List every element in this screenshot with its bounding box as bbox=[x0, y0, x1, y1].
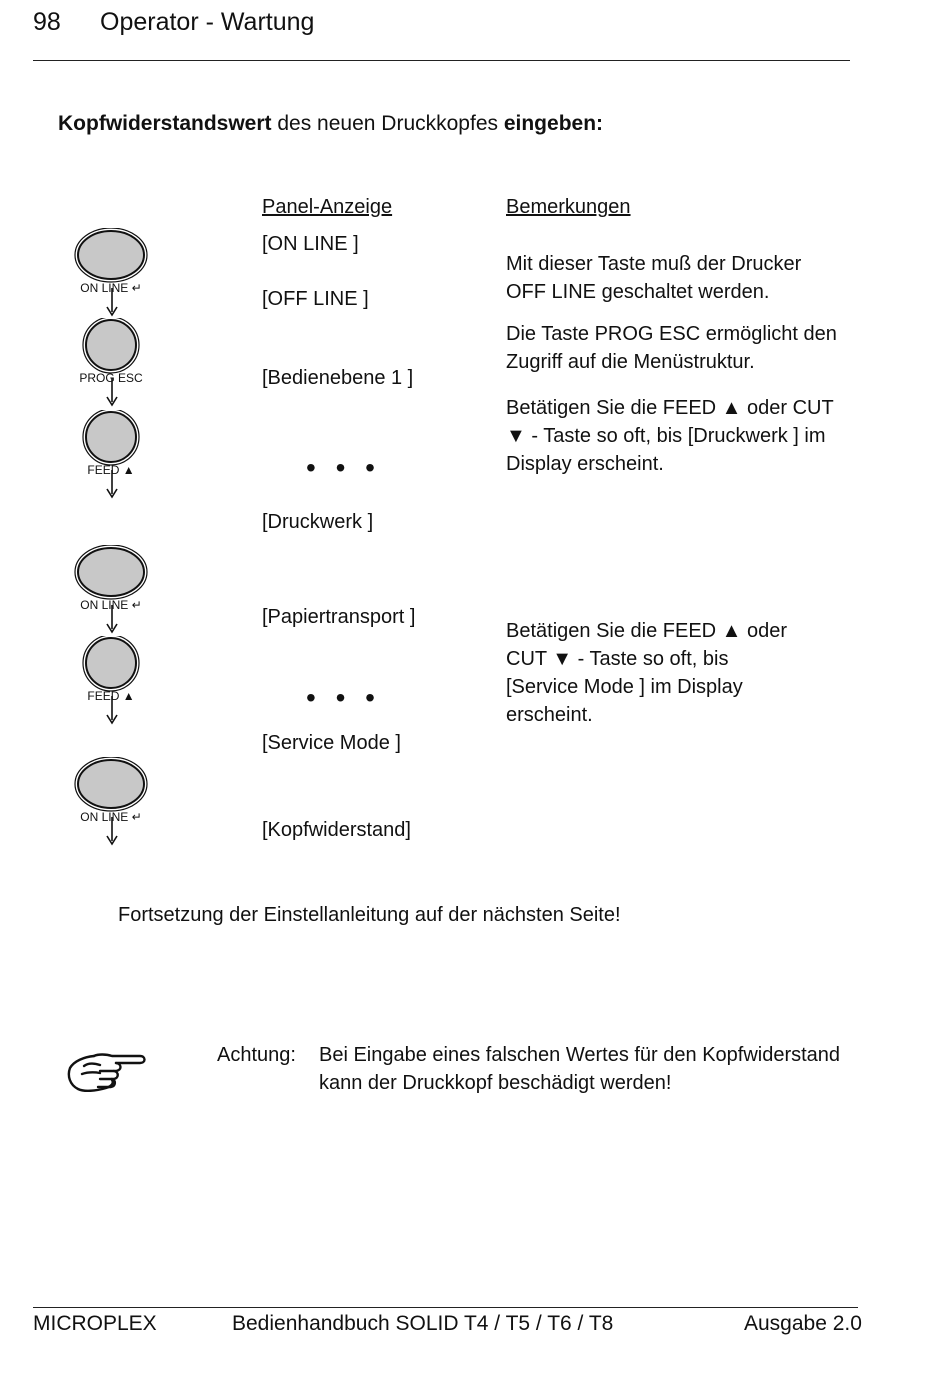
panel-line: [Papiertransport ] bbox=[262, 606, 416, 628]
warning-label: Achtung: bbox=[217, 1044, 296, 1066]
panel-button bbox=[72, 228, 162, 318]
page-number: 98 bbox=[33, 8, 61, 36]
remark: Die Taste PROG ESC ermöglicht den Zugriff auf die Menüstruktur. bbox=[506, 323, 837, 373]
panel-line: [Kopfwiderstand] bbox=[262, 819, 411, 841]
button-label: ON LINE ↵ bbox=[80, 598, 142, 612]
button-icon bbox=[72, 410, 152, 500]
panel-line: [OFF LINE ] bbox=[262, 288, 369, 310]
intro-normal: des neuen Druckkopfes bbox=[271, 112, 504, 135]
panel-button bbox=[72, 757, 162, 847]
footer-manual-title: Bedienhandbuch SOLID T4 / T5 / T6 / T8 bbox=[232, 1312, 614, 1335]
remark: Betätigen Sie die FEED ▲ oder CUT ▼ - Taste so oft, bis [Druckwerk ] im Display erscheint. bbox=[506, 397, 834, 475]
continuation-note: Fortsetzung der Einstellanleitung auf der nächsten Seite! bbox=[118, 904, 621, 926]
panel-line: [Service Mode ] bbox=[262, 732, 401, 754]
page-title: Operator - Wartung bbox=[100, 8, 315, 36]
remark: Mit dieser Taste muß der Drucker OFF LINE geschaltet werden. bbox=[506, 253, 802, 303]
button-icon bbox=[72, 228, 152, 318]
button-icon bbox=[72, 318, 152, 408]
warning-text-line-1: Bei Eingabe eines falschen Wertes für den Kopfwiderstand bbox=[319, 1044, 841, 1066]
panel-column-heading: Panel-Anzeige bbox=[262, 196, 393, 218]
button-label: ON LINE ↵ bbox=[80, 810, 142, 824]
button-label: FEED ▲ bbox=[87, 689, 135, 703]
panel-line: [ON LINE ] bbox=[262, 233, 359, 255]
intro-line bbox=[58, 112, 603, 136]
panel-button bbox=[72, 410, 162, 500]
button-label: PROG ESC bbox=[79, 371, 143, 385]
panel-line: [Druckwerk ] bbox=[262, 511, 374, 533]
footer-brand: MICROPLEX bbox=[33, 1312, 157, 1335]
button-icon bbox=[72, 545, 152, 635]
panel-line: [Bedienebene 1 ] bbox=[262, 367, 414, 389]
header-rule bbox=[33, 60, 850, 61]
remark: Betätigen Sie die FEED ▲ oder CUT ▼ - Taste so oft, bis [Service Mode ] im Display erscheint. bbox=[506, 620, 788, 726]
pointing-hand-icon bbox=[64, 1048, 148, 1099]
button-icon bbox=[72, 757, 152, 847]
intro-bold-2: eingeben: bbox=[503, 112, 604, 135]
footer-rule bbox=[33, 1307, 858, 1308]
button-label: FEED ▲ bbox=[87, 463, 135, 477]
ellipsis-dots: • • • bbox=[306, 682, 381, 713]
panel-button bbox=[72, 545, 162, 635]
ellipsis-dots: • • • bbox=[306, 452, 381, 483]
remarks-column-heading: Bemerkungen bbox=[506, 196, 631, 218]
button-icon bbox=[72, 636, 152, 726]
button-label: ON LINE ↵ bbox=[80, 281, 142, 295]
panel-button bbox=[72, 636, 162, 726]
intro-bold-1: Kopfwiderstandswert bbox=[58, 112, 272, 135]
warning-text-line-2: kann der Druckkopf beschädigt werden! bbox=[319, 1072, 672, 1094]
footer-edition: Ausgabe 2.0 bbox=[744, 1312, 862, 1335]
panel-button bbox=[72, 318, 162, 408]
